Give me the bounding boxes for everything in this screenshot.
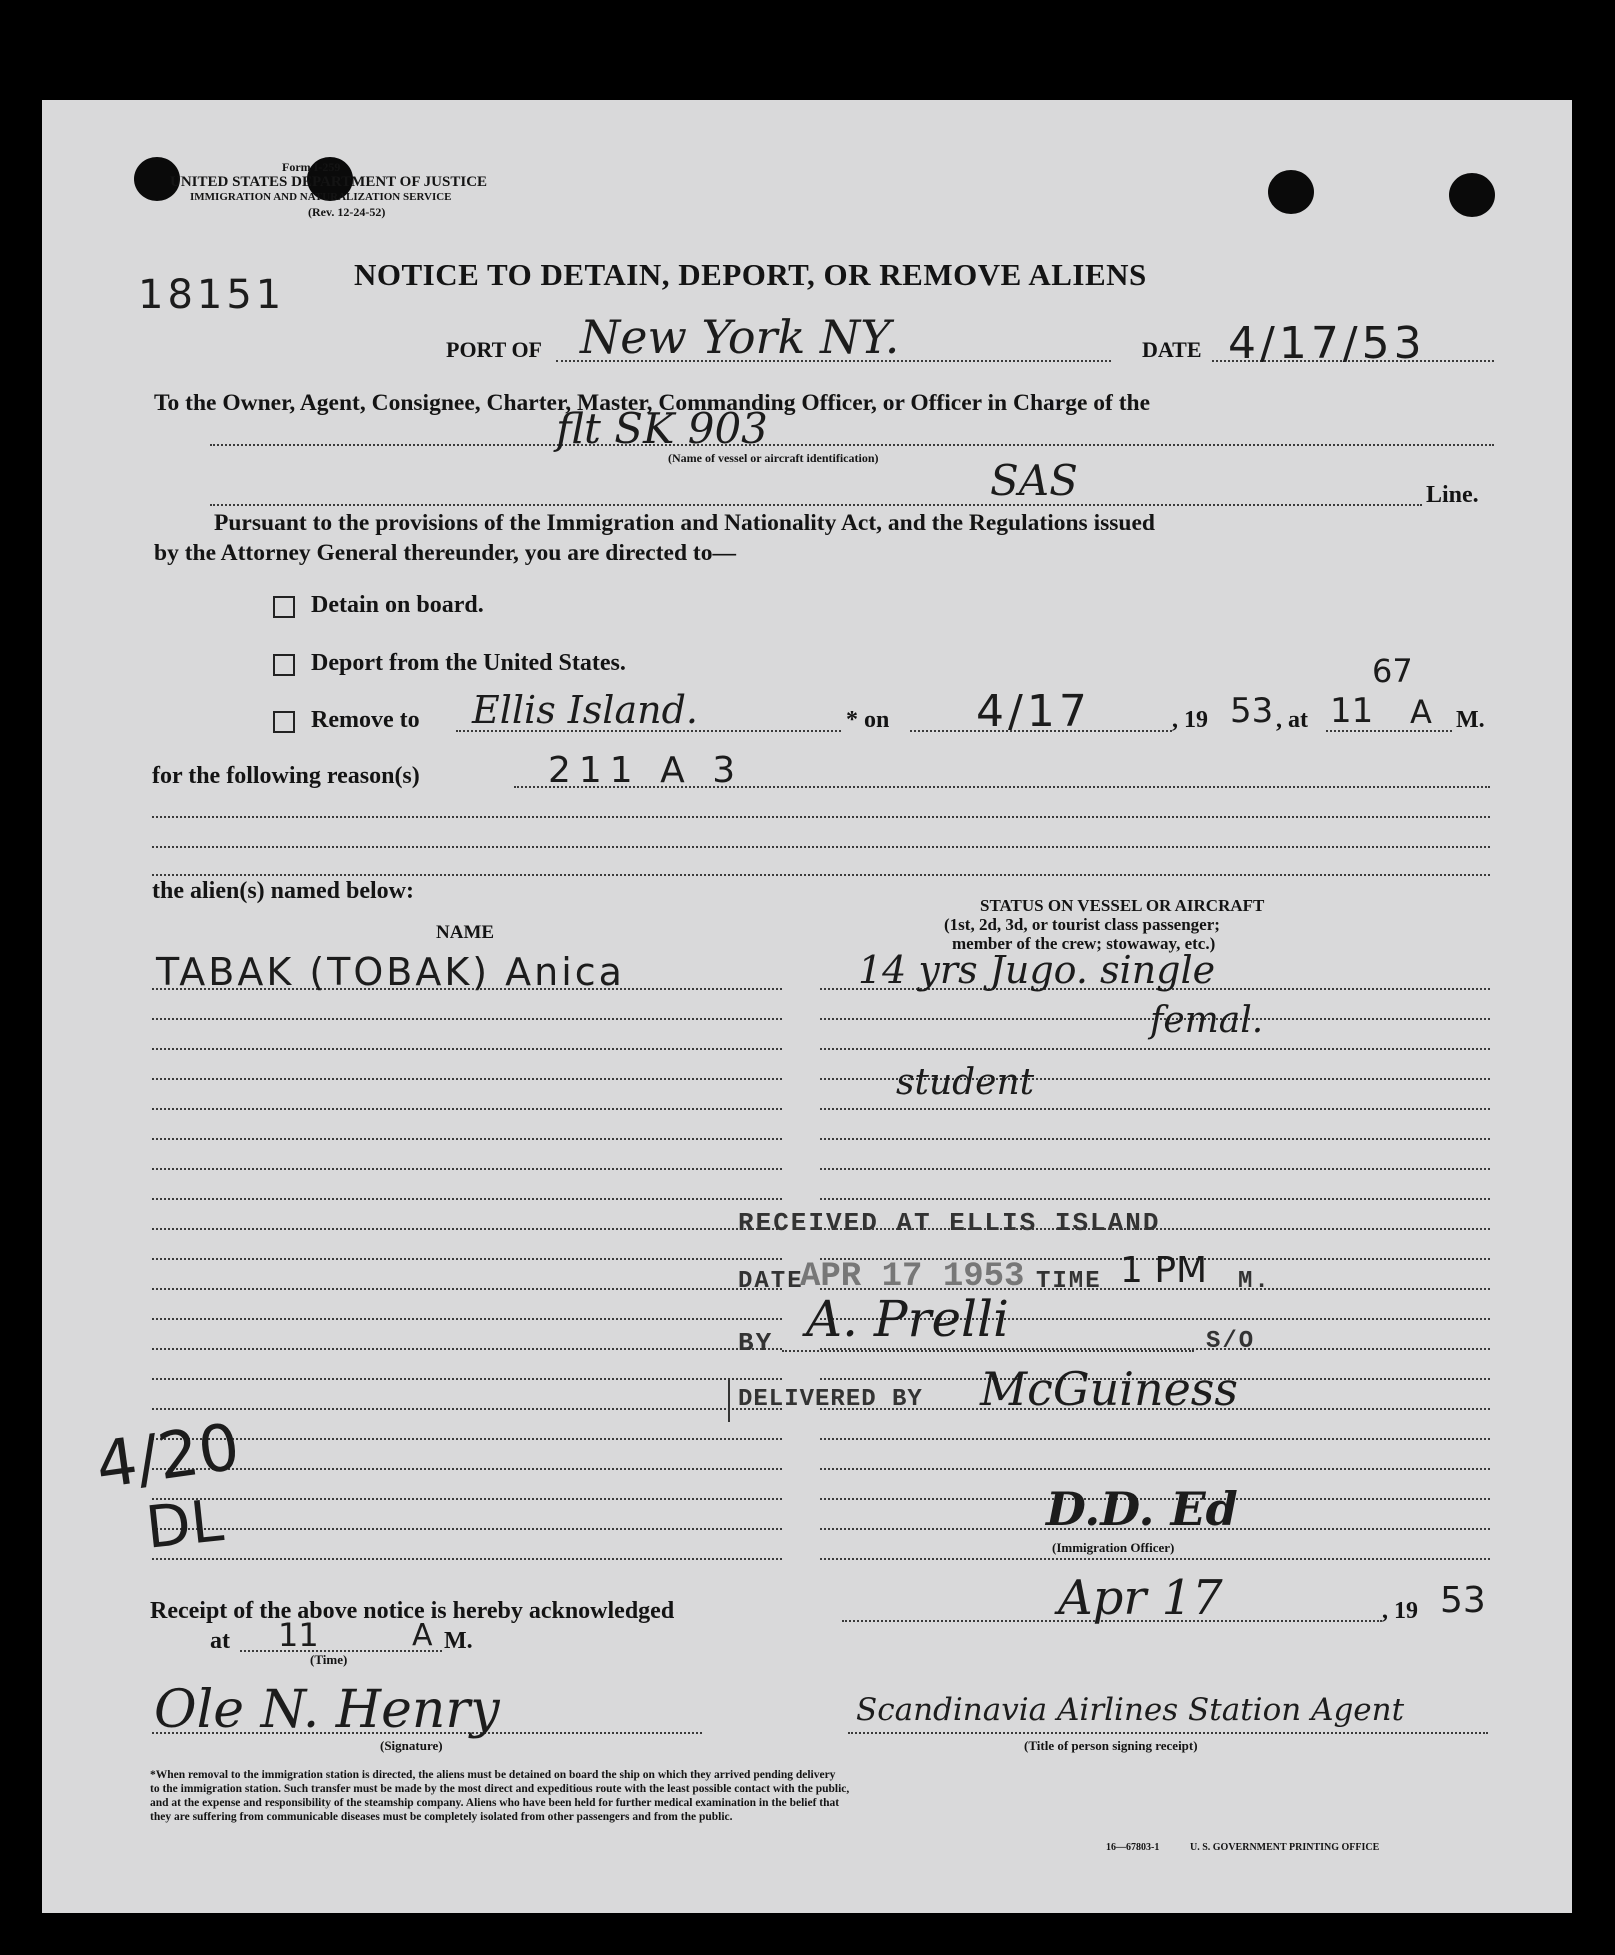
name-row-line xyxy=(152,1378,782,1380)
date-value: 4/17/53 xyxy=(1228,318,1426,369)
name-row-line xyxy=(152,1558,782,1560)
receipt-time-caption: (Time) xyxy=(310,1652,348,1667)
stamp-delivered-label: DELIVERED BY xyxy=(738,1386,923,1413)
name-row-line xyxy=(152,1078,782,1080)
receipt-date-value: Apr 17 xyxy=(1058,1570,1223,1626)
stamp-received: RECEIVED AT ELLIS ISLAND xyxy=(738,1208,1161,1238)
status-row-line xyxy=(820,1138,1490,1140)
form-revision: (Rev. 12-24-52) xyxy=(308,205,386,219)
alien-name: TABAK (TOBAK) Anica xyxy=(156,950,625,994)
date-label: DATE xyxy=(1142,337,1202,362)
stamp-by-label: BY xyxy=(738,1328,774,1358)
status-row-line xyxy=(820,1048,1490,1050)
status-row-line xyxy=(820,1108,1490,1110)
signer-title-caption: (Title of person signing receipt) xyxy=(1024,1738,1198,1753)
status-header-3: member of the crew; stowaway, etc.) xyxy=(952,934,1216,953)
name-row-line xyxy=(152,1168,782,1170)
name-row-line xyxy=(152,1048,782,1050)
status-row-line xyxy=(820,1558,1490,1560)
detain-checkbox[interactable] xyxy=(273,596,295,618)
name-row-line xyxy=(152,1528,782,1530)
agency-line-2: IMMIGRATION AND NATURALIZATION SERVICE xyxy=(190,191,452,203)
receipt-at-label: at xyxy=(210,1628,230,1654)
footnote-line-4: they are suffering from communicable diseases must be completely isolated from other passengers and from the public. xyxy=(150,1811,733,1823)
on-label: * on xyxy=(846,707,890,733)
signer-title-line xyxy=(848,1732,1488,1734)
agency-line-1: UNITED STATES DEPARTMENT OF JUSTICE xyxy=(170,174,488,190)
receipt-ampm-value: A xyxy=(412,1618,433,1653)
file-number: 18151 xyxy=(138,272,286,318)
reason-label: for the following reason(s) xyxy=(152,763,420,789)
receipt-year-prefix: , 19 xyxy=(1382,1598,1418,1624)
name-row-line xyxy=(152,1138,782,1140)
punch-hole xyxy=(1449,173,1495,217)
detain-label: Detain on board. xyxy=(311,592,484,618)
stamp-by-line xyxy=(782,1350,1194,1352)
alien-status-3: student xyxy=(896,1062,1035,1103)
at-label: , at xyxy=(1276,707,1308,733)
receipt-signature: Ole N. Henry xyxy=(154,1680,500,1740)
reason-line-4 xyxy=(152,874,1490,876)
stamp-date-label: DATE xyxy=(738,1268,804,1295)
status-header-1: STATUS ON VESSEL OR AIRCRAFT xyxy=(980,896,1265,915)
status-row-line xyxy=(820,1198,1490,1200)
line-label: Line. xyxy=(1426,482,1479,508)
form-number: Form I-259 xyxy=(282,160,341,174)
name-row-line xyxy=(152,1408,782,1410)
port-value: New York NY. xyxy=(580,310,900,364)
footnote-line-2: to the immigration station. Such transfer must be made by the most direct and expeditious route with the least possible contact with the public, xyxy=(150,1783,850,1795)
stamp-m-label: M. xyxy=(1238,1268,1271,1295)
margin-note-2: DL xyxy=(142,1486,227,1562)
name-header: NAME xyxy=(436,922,495,943)
printing-number: 16—67803-1 xyxy=(1106,1842,1160,1853)
document-page xyxy=(42,100,1572,1913)
m-label: M. xyxy=(1456,707,1485,733)
punch-hole xyxy=(1268,170,1314,214)
receipt-text: Receipt of the above notice is hereby acknowledged xyxy=(150,1598,675,1624)
name-row-line xyxy=(152,1228,782,1230)
signer-title-value: Scandinavia Airlines Station Agent xyxy=(856,1692,1405,1728)
remove-to-value: Ellis Island. xyxy=(472,688,698,732)
name-row-line xyxy=(152,1288,782,1290)
receipt-time-value: 11 xyxy=(278,1616,319,1654)
status-header-2: (1st, 2d, 3d, or tourist class passenger; xyxy=(944,915,1220,934)
margin-note-1: 4/20 xyxy=(91,1410,245,1504)
at-ampm-value: A xyxy=(1410,693,1432,731)
pursuant-text-2: by the Attorney General thereunder, you are directed to— xyxy=(154,540,736,566)
stamp-by-value: A. Prelli xyxy=(806,1290,1010,1348)
stamp-so-label: S/O xyxy=(1206,1328,1256,1355)
vessel-caption: (Name of vessel or aircraft identification) xyxy=(668,451,879,465)
remove-checkbox[interactable] xyxy=(273,711,295,733)
aliens-intro: the alien(s) named below: xyxy=(152,878,414,904)
at-time-value: 11 xyxy=(1330,691,1374,731)
reason-line-2 xyxy=(152,816,1490,818)
reason-line-3 xyxy=(152,846,1490,848)
name-row-line xyxy=(152,1498,782,1500)
receipt-m-label: M. xyxy=(444,1628,473,1654)
pursuant-text-1: Pursuant to the provisions of the Immigration and Nationality Act, and the Regulations issued xyxy=(214,510,1155,536)
page-title: NOTICE TO DETAIN, DEPORT, OR REMOVE ALIENS xyxy=(354,257,1147,292)
receipt-year-suffix: 53 xyxy=(1440,1580,1486,1621)
line-line xyxy=(210,504,1422,506)
stamp-date-value: APR 17 1953 xyxy=(800,1258,1025,1296)
name-row-line xyxy=(152,1108,782,1110)
deport-label: Deport from the United States. xyxy=(311,650,626,676)
name-row-line xyxy=(152,1258,782,1260)
name-row-line xyxy=(152,1318,782,1320)
name-row-line xyxy=(152,1348,782,1350)
stamp-time-value: 1 PM xyxy=(1120,1250,1208,1291)
footnote-line-1: *When removal to the immigration station is directed, the aliens must be detained on board the ship on which they arrived pending delivery xyxy=(150,1769,836,1781)
status-row-line xyxy=(820,1168,1490,1170)
footnote-line-3: and at the expense and responsibility of the steamship company. Aliens who have been held for further medical examination in the belief that xyxy=(150,1797,840,1809)
officer-signature: D.D. Ed xyxy=(1046,1482,1238,1536)
stamp-delivered-value: McGuiness xyxy=(980,1362,1239,1416)
officer-caption: (Immigration Officer) xyxy=(1052,1540,1175,1555)
vessel-line xyxy=(210,444,1494,446)
stamp-time-label: TIME xyxy=(1036,1268,1102,1295)
alien-status-1: 14 yrs Jugo. single xyxy=(858,948,1216,992)
remove-label: Remove to xyxy=(311,707,420,733)
signature-caption: (Signature) xyxy=(380,1738,443,1753)
to-owner-text: To the Owner, Agent, Consignee, Charter, Master, Commanding Officer, or Officer in Charge of the xyxy=(154,390,1151,416)
year-prefix: , 19 xyxy=(1172,707,1208,733)
status-row-line xyxy=(820,1438,1490,1440)
port-label: PORT OF xyxy=(446,337,542,362)
year-correction: 67 xyxy=(1372,652,1413,690)
line-value: SAS xyxy=(990,456,1078,505)
vessel-value: flt SK 903 xyxy=(556,404,768,453)
name-row-line xyxy=(152,1468,782,1470)
name-row-line xyxy=(152,1018,782,1020)
name-row-line xyxy=(152,1438,782,1440)
deport-checkbox[interactable] xyxy=(273,654,295,676)
alien-status-2: femal. xyxy=(1150,1000,1264,1041)
stamp-bracket xyxy=(728,1378,736,1422)
year-suffix: 53 xyxy=(1230,691,1274,731)
status-row-line xyxy=(820,1468,1490,1470)
reason-value: 211 A 3 xyxy=(548,750,744,791)
name-row-line xyxy=(152,1198,782,1200)
printing-office: U. S. GOVERNMENT PRINTING OFFICE xyxy=(1190,1842,1380,1853)
on-date-value: 4/17 xyxy=(976,686,1091,737)
